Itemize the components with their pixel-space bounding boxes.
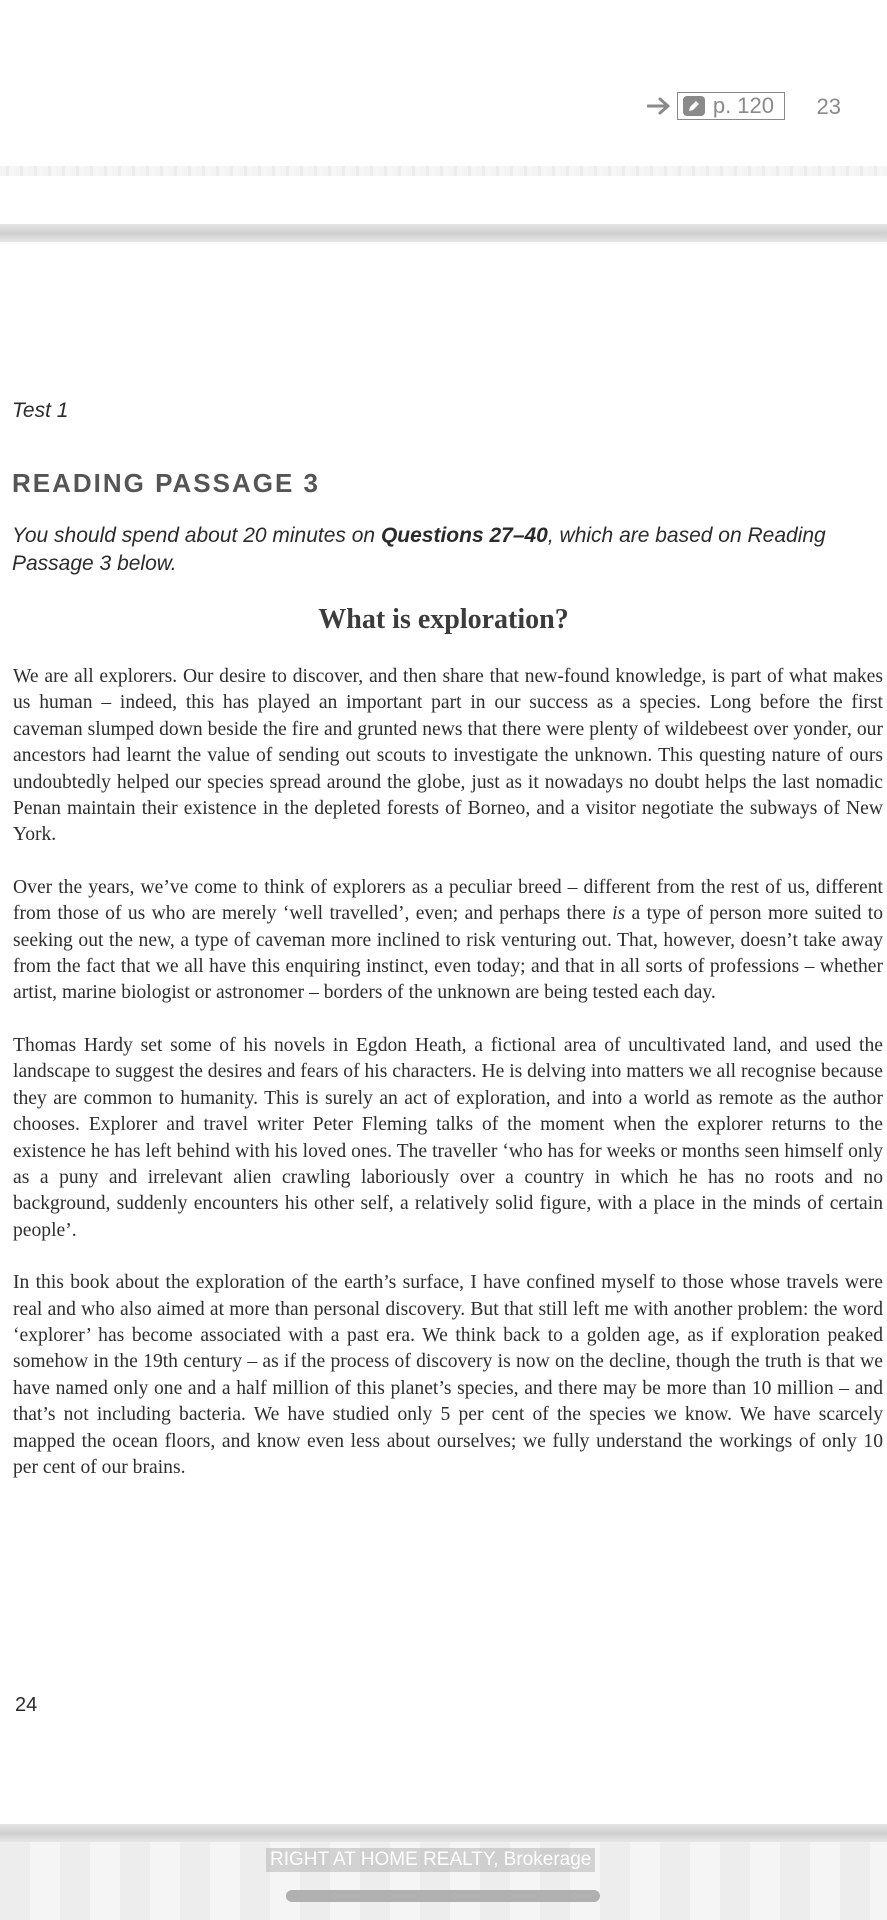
- page-number-bottom: 24: [15, 1694, 38, 1716]
- document-page: [0, 242, 887, 1824]
- paragraph-1: We are all explorers. Our desire to discover, and then share that new-found knowledge, is part of what makes us human – indeed, this has played an important part in our success as a species. Long before the first caveman slumped down beside the fire and grunted news that there were plenty of wildebeest over yonder, our ancestors had learnt the value of sending out scouts to investigate the unknown. This questing nature of ours undoubtedly helped our species spread around the globe, just as it nowadays no doubt helps the last nomadic Penan maintain their existence in the depleted forests of Borneo, and a visitor negotiate the subways of New York.: [13, 666, 883, 846]
- paragraph-2: [13, 875, 883, 1007]
- page-reference: [647, 92, 785, 120]
- instruction-part2: , which are based on Reading Passage 3 below.: [12, 524, 826, 575]
- arrow-right-icon: [647, 96, 673, 116]
- page-divider-bottom: [0, 1824, 887, 1842]
- page-edge: [0, 166, 887, 176]
- instruction-part1: You should spend about 20 minutes on: [12, 524, 381, 547]
- paragraph-4: In this book about the exploration of the earth’s surface, I have confined myself to those whose travels were real and who also aimed at more than personal discovery. But that still left me with another problem: the word ‘explorer’ has become associated with a past era. We think back to a golden age, as if exploration peaked somehow in the 19th century – as if the process of discovery is now on the decline, though the truth is that we have named only one and a half million of this planet’s species, and there may be more than 10 million – and that’s not including bacteria. We have studied only 5 per cent of the species we know. We have scarcely mapped the ocean floors, and know even less about ourselves; we fully understand the workings of only 10 per cent of our brains.: [13, 1272, 883, 1478]
- page-divider-top: [0, 224, 887, 242]
- article-body: [13, 664, 883, 1507]
- page-reference-box: [677, 92, 785, 120]
- paragraph-3: Thomas Hardy set some of his novels in Egdon Heath, a fictional area of uncultivated land, and used the landscape to suggest the desires and fears of his characters. He is delving into matters we all recognise because they are common to humanity. This is surely an act of exploration, and into a world as remote as the author chooses. Explorer and travel writer Peter Fleming talks of the moment when the explorer returns to the existence he has left behind with his loved ones. The traveller ‘who has for weeks or months seen himself only as a puny and irrelevant alien crawling laboriously over a country in which he has no roots and no background, suddenly encounters his other self, a relatively solid figure, with a place in the minds of certain people’.: [13, 1034, 883, 1241]
- instruction-questions: Questions 27–40: [380, 524, 548, 547]
- watermark: RIGHT AT HOME REALTY, Brokerage: [266, 1848, 595, 1872]
- instruction-text: [12, 522, 882, 578]
- paragraph-2-emphasis: is: [612, 903, 626, 925]
- paragraph-2-before: Over the years, we’ve come to think of explorers as a peculiar breed – different from the rest of us, different from those of us who are merely ‘well travelled’, even; and perhaps there: [13, 876, 883, 925]
- test-label: Test 1: [12, 399, 69, 422]
- page-reference-label: p. 120: [712, 93, 774, 118]
- previous-page-fragment: [0, 0, 887, 176]
- pencil-icon: [683, 96, 705, 116]
- passage-heading: READING PASSAGE 3: [12, 468, 321, 498]
- home-indicator[interactable]: [286, 1890, 600, 1902]
- article-title: What is exploration?: [318, 604, 569, 635]
- paragraph-2-after: a type of person more suited to seeking out the new, a type of caveman more inclined to risk venturing out. That, however, doesn’t take away from the fact that we all have this enquiring instinct, even today; and that in all sorts of professions – whether artist, marine biologist or astronomer – borders of the unknown are being tested each day.: [13, 903, 883, 1004]
- page-number-top: 23: [816, 94, 841, 119]
